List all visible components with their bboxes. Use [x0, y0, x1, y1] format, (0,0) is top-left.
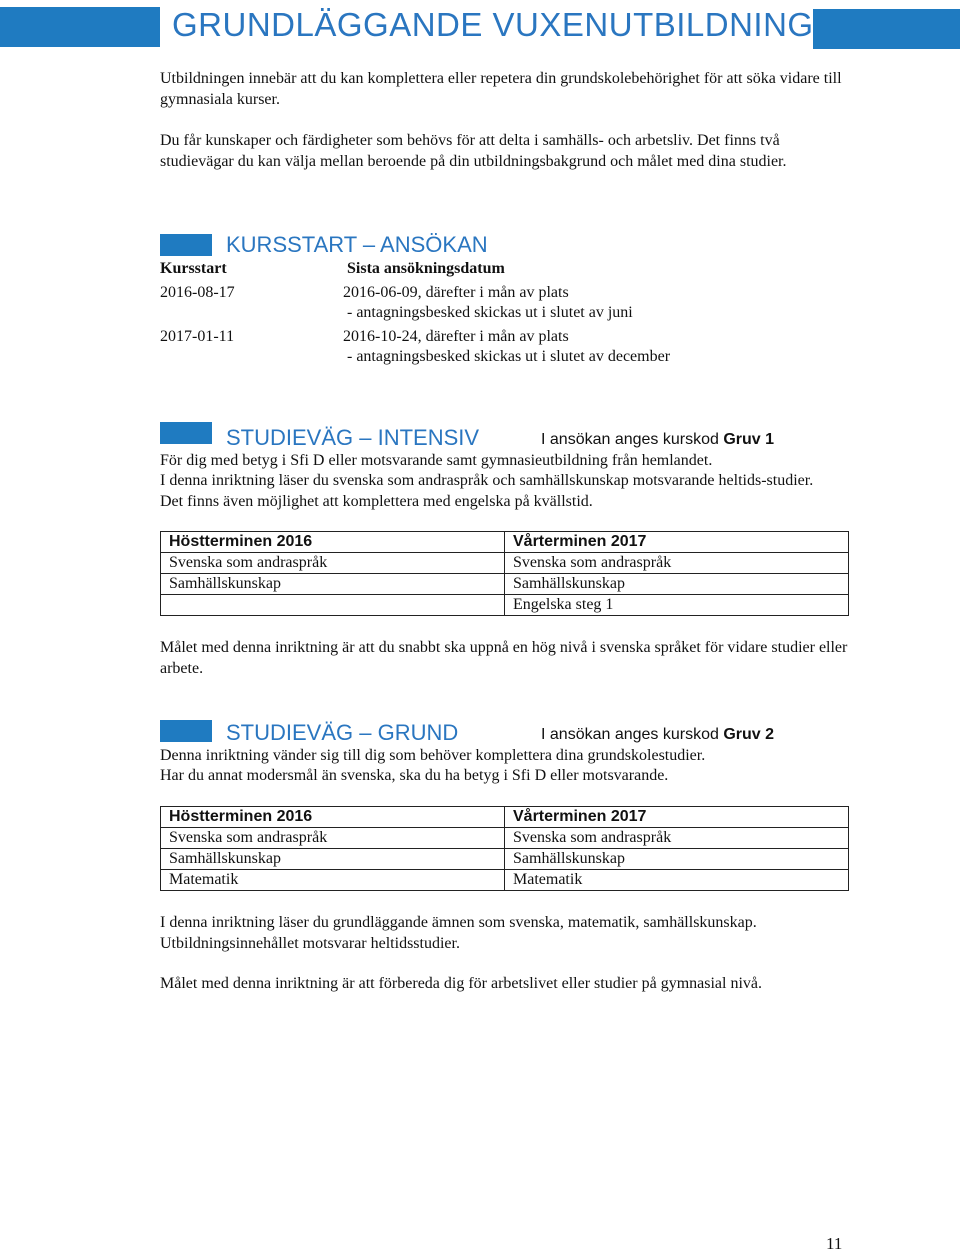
deadline-col-header: Sista ansökningsdatum: [347, 260, 505, 277]
deadline-note-2: - antagningsbesked skickas ut i slutet av december: [347, 348, 671, 365]
grund-heading: STUDIEVÄG – GRUND: [226, 720, 459, 745]
grund-goal: Målet med denna inriktning är att förbereda dig för arbetslivet eller studier på gymnasial nivå.: [160, 975, 763, 992]
intensiv-line-1: För dig med betyg i Sfi D eller motsvarande samt gymnasieutbildning från hemlandet.: [160, 452, 713, 469]
table-header-row: [161, 807, 849, 828]
grund-kurskod-value: Gruv 2: [723, 726, 775, 743]
section-marker-intensiv: [160, 422, 212, 444]
section-marker-kursstart: [160, 234, 212, 256]
intensiv-kurskod-text: I ansökan anges kurskod: [541, 431, 719, 448]
table-cell: [161, 595, 505, 616]
intensiv-line-2: I denna inriktning läser du svenska som andraspråk och samhällskunskap motsvarande heltids-studier. Det finns även möjlighet att komplettera med engelska på kvällstid.: [160, 472, 814, 510]
table-cell: Engelska steg 1: [505, 595, 849, 616]
intro-paragraph-1: Utbildningen innebär att du kan komplettera eller repetera din grundskolebehörighet för att söka vidare till gymnasiala kurser.: [160, 70, 842, 108]
table-cell: Matematik: [505, 870, 849, 891]
intensiv-goal: Målet med denna inriktning är att du snabbt ska uppnå en hög nivå i svenska språket för vidare studier eller arbete.: [160, 639, 848, 677]
table-row: [161, 595, 849, 616]
table-row: [161, 849, 849, 870]
table-cell: Svenska som andraspråk: [161, 828, 505, 849]
table-cell: Samhällskunskap: [505, 849, 849, 870]
table-header-cell: Höstterminen 2016: [161, 807, 505, 828]
kursstart-date-2: 2017-01-11: [160, 328, 235, 345]
table-header-row: [161, 532, 849, 553]
intro-paragraph-2: Du får kunskaper och färdigheter som behövs för att delta i samhälls- och arbetsliv. Det finns två studievägar du kan välja mellan beroende på din utbildningsbakgrund och målet med dina studier.: [160, 132, 787, 170]
kursstart-heading: KURSSTART – ANSÖKAN: [226, 232, 488, 257]
table-row: [161, 828, 849, 849]
grund-kurskod-text: I ansökan anges kurskod: [541, 726, 719, 743]
kursstart-date-1: 2016-08-17: [160, 284, 235, 301]
grund-kurskod: [541, 725, 774, 745]
intensiv-course-table: [160, 531, 849, 616]
section-marker-grund: [160, 720, 212, 742]
page-number: 11: [826, 1234, 843, 1253]
table-cell: Svenska som andraspråk: [505, 828, 849, 849]
page-title: GRUNDLÄGGANDE VUXENUTBILDNING: [172, 6, 814, 43]
deadline-note-1: - antagningsbesked skickas ut i slutet av juni: [347, 304, 633, 321]
grund-line-1: Denna inriktning vänder sig till dig som behöver komplettera dina grundskolestudier.: [160, 747, 706, 764]
table-cell: Samhällskunskap: [505, 574, 849, 595]
deadline-2: 2016-10-24, därefter i mån av plats: [343, 328, 569, 345]
table-cell: Matematik: [161, 870, 505, 891]
deadline-1: 2016-06-09, därefter i mån av plats: [343, 284, 569, 301]
grund-course-table: [160, 806, 849, 891]
header-bar-right: [813, 9, 960, 49]
intensiv-kurskod-value: Gruv 1: [723, 431, 775, 448]
table-cell: Svenska som andraspråk: [505, 553, 849, 574]
grund-line-2: Har du annat modersmål än svenska, ska du ha betyg i Sfi D eller motsvarande.: [160, 767, 669, 784]
table-row: [161, 574, 849, 595]
table-row: [161, 553, 849, 574]
header-bar-left: [0, 7, 160, 47]
table-header-cell: Vårterminen 2017: [505, 532, 849, 553]
table-header-cell: Höstterminen 2016: [161, 532, 505, 553]
table-row: [161, 870, 849, 891]
table-cell: Samhällskunskap: [161, 574, 505, 595]
intensiv-heading: STUDIEVÄG – INTENSIV: [226, 425, 480, 450]
table-header-cell: Vårterminen 2017: [505, 807, 849, 828]
grund-description: I denna inriktning läser du grundläggande ämnen som svenska, matematik, samhällskunskap. Utbildningsinnehållet motsvarar heltidsstudier.: [160, 914, 757, 952]
kursstart-col-header: Kursstart: [160, 260, 227, 277]
table-cell: Svenska som andraspråk: [161, 553, 505, 574]
intensiv-kurskod: [541, 430, 774, 450]
table-cell: Samhällskunskap: [161, 849, 505, 870]
